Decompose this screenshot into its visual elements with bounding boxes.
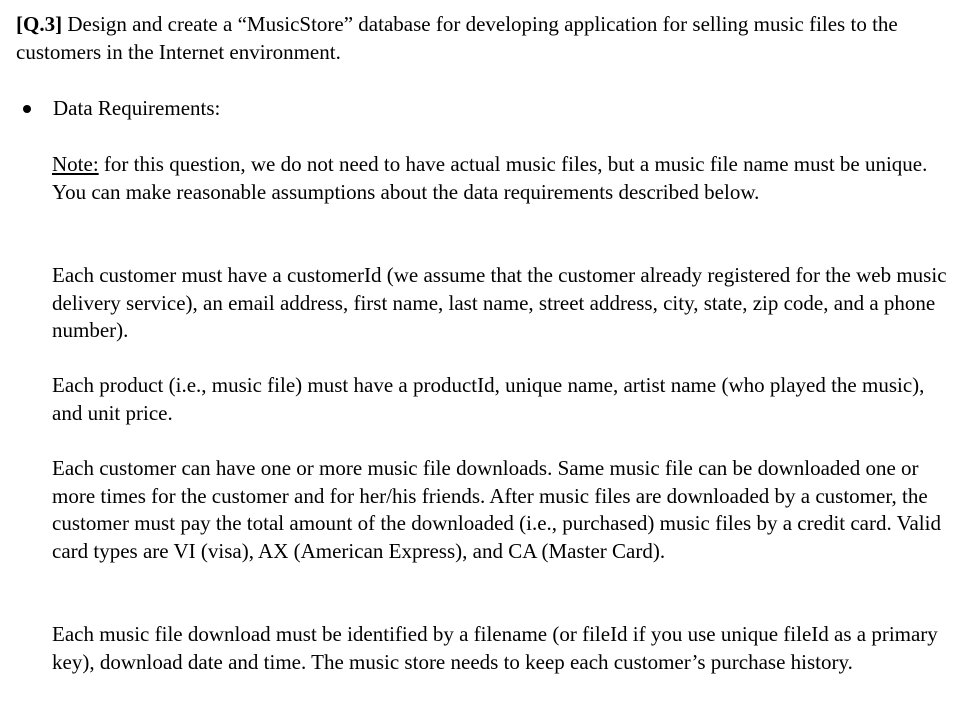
data-requirements-bullet (16, 95, 956, 123)
note-text: for this question, we do not need to have actual music files, but a music file name must be unique. You can make reasonable assumptions about the data requirements described below. (52, 152, 928, 204)
product-paragraph: Each product (i.e., music file) must have a productId, unique name, artist name (who played the music), and unit price. (52, 373, 925, 425)
note-label: Note: (52, 152, 99, 176)
question-text (16, 11, 956, 66)
bullet-icon (23, 105, 31, 113)
bullet-label: Data Requirements: (53, 96, 221, 120)
identification-paragraph: Each music file download must be identified by a filename (or fileId if you use unique fileId as a primary key), download date and time. The music store needs to keep each customer’s purchase history. (52, 622, 938, 674)
customer-paragraph: Each customer must have a customerId (we assume that the customer already registered for the web music delivery service), an email address, first name, last name, street address, city, state, zip code, and a phone number). (52, 263, 947, 342)
question-number: [Q.3] (16, 12, 63, 36)
note-paragraph (52, 151, 952, 206)
question-body: Design and create a “MusicStore” database for developing application for selling music files to the customers in the Internet environment. (16, 12, 898, 64)
downloads-paragraph: Each customer can have one or more music file downloads. Same music file can be downloaded one or more times for the customer and for her/his friends. After music files are downloaded by a customer, the customer must pay the total amount of the downloaded (i.e., purchased) music files by a credit card. Valid card types are VI (visa), AX (American Express), and CA (Master Card). (52, 456, 941, 563)
